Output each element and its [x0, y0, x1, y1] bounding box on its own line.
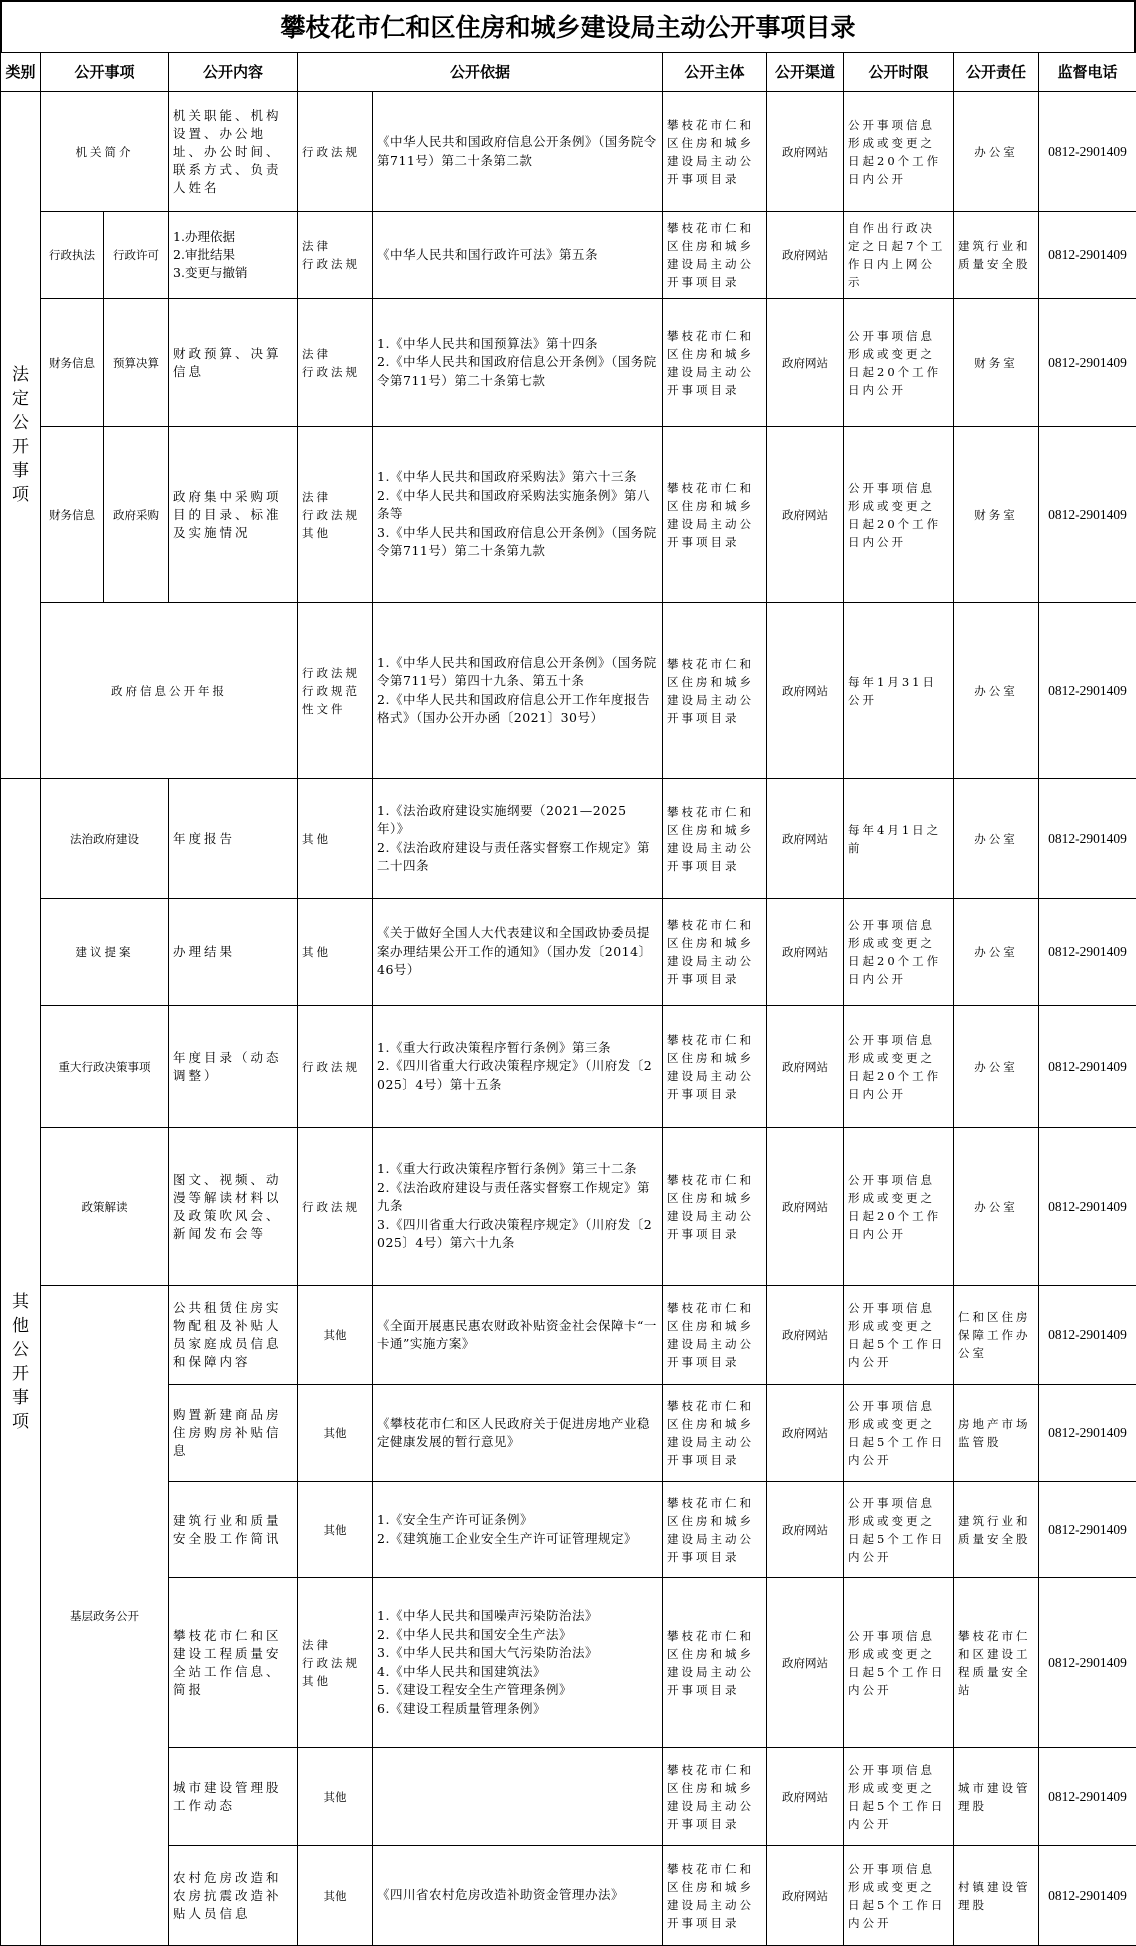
responsibility-cell: 财务室 — [954, 427, 1039, 603]
table-row — [1, 779, 1136, 899]
content-cell: 城市建设管理股工作动态 — [169, 1748, 298, 1846]
channel-cell: 政府网站 — [767, 1846, 844, 1946]
table-row — [1, 1286, 1136, 1385]
table-row — [1, 92, 1136, 212]
basis-cell: 1.《中华人民共和国预算法》第十四条 2.《中华人民共和国政府信息公开条例》（国务院令第711号）第二十条第七款 — [373, 299, 663, 427]
deadline-cell: 公开事项信息形成或变更之日起5个工作日内公开 — [844, 1385, 954, 1482]
responsibility-cell: 办公室 — [954, 1128, 1039, 1286]
basis-cell: 《中华人民共和国行政许可法》第五条 — [373, 212, 663, 299]
table-row — [1, 427, 1136, 603]
content-cell: 农村危房改造和农房抗震改造补贴人员信息 — [169, 1846, 298, 1946]
item-cell-b: 行政许可 — [104, 212, 169, 299]
basis-type-cell: 其他 — [298, 1385, 373, 1482]
page-title: 攀枝花市仁和区住房和城乡建设局主动公开事项目录 — [0, 0, 1136, 52]
item-cell: 建议提案 — [41, 899, 169, 1006]
deadline-cell: 自作出行政决定之日起7个工作日内上网公示 — [844, 212, 954, 299]
phone-cell: 0812-2901409 — [1039, 899, 1136, 1006]
basis-cell: 《四川省农村危房改造补助资金管理办法》 — [373, 1846, 663, 1946]
subject-cell: 攀枝花市仁和区住房和城乡建设局主动公开事项目录 — [663, 92, 767, 212]
phone-cell: 0812-2901409 — [1039, 1128, 1136, 1286]
basis-type-cell: 其他 — [298, 779, 373, 899]
header-basis: 公开依据 — [298, 53, 663, 92]
subject-cell: 攀枝花市仁和区住房和城乡建设局主动公开事项目录 — [663, 1846, 767, 1946]
subject-cell: 攀枝花市仁和区住房和城乡建设局主动公开事项目录 — [663, 212, 767, 299]
responsibility-cell: 办公室 — [954, 92, 1039, 212]
category-statutory-label: 法 定 公 开 事 项 — [5, 363, 36, 507]
category-other — [1, 779, 41, 1946]
basis-cell: 1.《安全生产许可证条例》 2.《建筑施工企业安全生产许可证管理规定》 — [373, 1482, 663, 1578]
responsibility-cell: 房地产市场监管股 — [954, 1385, 1039, 1482]
header-phone: 监督电话 — [1039, 53, 1136, 92]
content-cell: 1.办理依据 2.审批结果 3.变更与撤销 — [169, 212, 298, 299]
deadline-cell: 公开事项信息形成或变更之日起5个工作日内公开 — [844, 1748, 954, 1846]
content-cell: 建筑行业和质量安全股工作简讯 — [169, 1482, 298, 1578]
content-cell: 图文、视频、动漫等解读材料以及政策吹风会、新闻发布会等 — [169, 1128, 298, 1286]
table-row — [1, 1128, 1136, 1286]
subject-cell: 攀枝花市仁和区住房和城乡建设局主动公开事项目录 — [663, 779, 767, 899]
deadline-cell: 公开事项信息形成或变更之日起20个工作日内公开 — [844, 1128, 954, 1286]
responsibility-cell: 办公室 — [954, 1006, 1039, 1128]
table-row — [1, 1578, 1136, 1748]
header-subject: 公开主体 — [663, 53, 767, 92]
deadline-cell: 每年4月1日之前 — [844, 779, 954, 899]
channel-cell: 政府网站 — [767, 212, 844, 299]
content-cell: 年度目录（动态调整） — [169, 1006, 298, 1128]
phone-cell: 0812-2901409 — [1039, 427, 1136, 603]
channel-cell: 政府网站 — [767, 899, 844, 1006]
deadline-cell: 每年1月31日公开 — [844, 603, 954, 779]
header-responsibility: 公开责任 — [954, 53, 1039, 92]
channel-cell: 政府网站 — [767, 1385, 844, 1482]
deadline-cell: 公开事项信息形成或变更之日起20个工作日内公开 — [844, 92, 954, 212]
channel-cell: 政府网站 — [767, 1578, 844, 1748]
header-item: 公开事项 — [41, 53, 169, 92]
responsibility-cell: 攀枝花市仁和区建设工程质量安全站 — [954, 1578, 1039, 1748]
basis-type-cell: 其他 — [298, 1846, 373, 1946]
table-row — [1, 212, 1136, 299]
responsibility-cell: 村镇建设管理股 — [954, 1846, 1039, 1946]
channel-cell: 政府网站 — [767, 1482, 844, 1578]
responsibility-cell: 办公室 — [954, 603, 1039, 779]
basis-cell — [373, 1748, 663, 1846]
table-row — [1, 1748, 1136, 1846]
deadline-cell: 公开事项信息形成或变更之日起5个工作日内公开 — [844, 1846, 954, 1946]
table-row — [1, 1846, 1136, 1946]
channel-cell: 政府网站 — [767, 603, 844, 779]
phone-cell: 0812-2901409 — [1039, 1385, 1136, 1482]
phone-cell: 0812-2901409 — [1039, 212, 1136, 299]
header-channel: 公开渠道 — [767, 53, 844, 92]
channel-cell: 政府网站 — [767, 299, 844, 427]
responsibility-cell: 城市建设管理股 — [954, 1748, 1039, 1846]
basis-type-cell: 其他 — [298, 899, 373, 1006]
phone-cell: 0812-2901409 — [1039, 1006, 1136, 1128]
subject-cell: 攀枝花市仁和区住房和城乡建设局主动公开事项目录 — [663, 1385, 767, 1482]
content-cell: 办理结果 — [169, 899, 298, 1006]
phone-cell: 0812-2901409 — [1039, 1482, 1136, 1578]
basis-type-cell: 法律 行政法规 其他 — [298, 1578, 373, 1748]
basis-type-cell: 法律 行政法规 其他 — [298, 427, 373, 603]
subject-cell: 攀枝花市仁和区住房和城乡建设局主动公开事项目录 — [663, 1748, 767, 1846]
category-other-label: 其 他 公 开 事 项 — [5, 1290, 36, 1434]
subject-cell: 攀枝花市仁和区住房和城乡建设局主动公开事项目录 — [663, 427, 767, 603]
channel-cell: 政府网站 — [767, 779, 844, 899]
phone-cell: 0812-2901409 — [1039, 1846, 1136, 1946]
table-row — [1, 899, 1136, 1006]
basis-cell: 《全面开展惠民惠农财政补贴资金社会保障卡“一卡通”实施方案》 — [373, 1286, 663, 1385]
basis-type-cell: 行政法规 — [298, 1006, 373, 1128]
responsibility-cell: 办公室 — [954, 779, 1039, 899]
deadline-cell: 公开事项信息形成或变更之日起5个工作日内公开 — [844, 1482, 954, 1578]
basis-cell: 1.《中华人民共和国政府采购法》第六十三条 2.《中华人民共和国政府采购法实施条例》第八条等 3.《中华人民共和国政府信息公开条例》（国务院令第711号）第二十条第九款 — [373, 427, 663, 603]
channel-cell: 政府网站 — [767, 1286, 844, 1385]
item-cell-b: 预算决算 — [104, 299, 169, 427]
content-cell: 公共租赁住房实物配租及补贴人员家庭成员信息和保障内容 — [169, 1286, 298, 1385]
channel-cell: 政府网站 — [767, 1128, 844, 1286]
responsibility-cell: 建筑行业和质量安全股 — [954, 1482, 1039, 1578]
table-row — [1, 299, 1136, 427]
channel-cell: 政府网站 — [767, 1006, 844, 1128]
table-row — [1, 1006, 1136, 1128]
header-content: 公开内容 — [169, 53, 298, 92]
deadline-cell: 公开事项信息形成或变更之日起20个工作日内公开 — [844, 427, 954, 603]
table-row — [1, 1385, 1136, 1482]
phone-cell: 0812-2901409 — [1039, 1578, 1136, 1748]
item-cell-a: 财务信息 — [41, 427, 104, 603]
basis-cell: 《关于做好全国人大代表建议和全国政协委员提案办理结果公开工作的通知》（国办发〔2014〕46号） — [373, 899, 663, 1006]
channel-cell: 政府网站 — [767, 92, 844, 212]
channel-cell: 政府网站 — [767, 427, 844, 603]
basis-cell: 1.《法治政府建设实施纲要（2021—2025年）》 2.《法治政府建设与责任落实督察工作规定》第二十四条 — [373, 779, 663, 899]
content-cell: 购置新建商品房住房购房补贴信息 — [169, 1385, 298, 1482]
responsibility-cell: 仁和区住房保障工作办公室 — [954, 1286, 1039, 1385]
phone-cell: 0812-2901409 — [1039, 779, 1136, 899]
basis-cell: 1.《中华人民共和国噪声污染防治法》 2.《中华人民共和国安全生产法》 3.《中华人民共和国大气污染防治法》 4.《中华人民共和国建筑法》 5.《建设工程安全生产管理条例》 6.《建设工程质量管理条例》 — [373, 1578, 663, 1748]
basis-type-cell: 其他 — [298, 1286, 373, 1385]
subject-cell: 攀枝花市仁和区住房和城乡建设局主动公开事项目录 — [663, 1286, 767, 1385]
basis-type-cell: 行政法规 — [298, 92, 373, 212]
disclosure-table — [0, 52, 1136, 1946]
basis-cell: 《中华人民共和国政府信息公开条例》（国务院令第711号）第二十条第二款 — [373, 92, 663, 212]
phone-cell: 0812-2901409 — [1039, 1286, 1136, 1385]
deadline-cell: 公开事项信息形成或变更之日起5个工作日内公开 — [844, 1578, 954, 1748]
category-statutory — [1, 92, 41, 779]
subject-cell: 攀枝花市仁和区住房和城乡建设局主动公开事项目录 — [663, 1128, 767, 1286]
header-category: 类别 — [1, 53, 41, 92]
table-row — [1, 1482, 1136, 1578]
basis-cell: 1.《中华人民共和国政府信息公开条例》（国务院令第711号）第四十九条、第五十条 2.《中华人民共和国政府信息公开工作年度报告格式》（国办公开办函〔2021〕30号） — [373, 603, 663, 779]
deadline-cell: 公开事项信息形成或变更之日起20个工作日内公开 — [844, 299, 954, 427]
basis-type-cell: 法律 行政法规 — [298, 299, 373, 427]
phone-cell: 0812-2901409 — [1039, 1748, 1136, 1846]
item-cell-a: 财务信息 — [41, 299, 104, 427]
responsibility-cell: 办公室 — [954, 899, 1039, 1006]
phone-cell: 0812-2901409 — [1039, 92, 1136, 212]
item-cell: 法治政府建设 — [41, 779, 169, 899]
content-cell: 年度报告 — [169, 779, 298, 899]
table-header-row — [1, 53, 1136, 92]
phone-cell: 0812-2901409 — [1039, 299, 1136, 427]
basis-cell: 《攀枝花市仁和区人民政府关于促进房地产业稳定健康发展的暂行意见》 — [373, 1385, 663, 1482]
item-cell-b: 政府采购 — [104, 427, 169, 603]
basis-type-cell: 行政法规 — [298, 1128, 373, 1286]
table-row — [1, 603, 1136, 779]
deadline-cell: 公开事项信息形成或变更之日起20个工作日内公开 — [844, 1006, 954, 1128]
basis-cell: 1.《重大行政决策程序暂行条例》第三十二条 2.《法治政府建设与责任落实督察工作规定》第九条 3.《四川省重大行政决策程序规定》（川府发〔2025〕4号）第六十九条 — [373, 1128, 663, 1286]
responsibility-cell: 财务室 — [954, 299, 1039, 427]
deadline-cell: 公开事项信息形成或变更之日起20个工作日内公开 — [844, 899, 954, 1006]
basis-type-cell: 其他 — [298, 1748, 373, 1846]
channel-cell: 政府网站 — [767, 1748, 844, 1846]
subject-cell: 攀枝花市仁和区住房和城乡建设局主动公开事项目录 — [663, 1006, 767, 1128]
item-cell: 政策解读 — [41, 1128, 169, 1286]
item-cell-a: 行政执法 — [41, 212, 104, 299]
subject-cell: 攀枝花市仁和区住房和城乡建设局主动公开事项目录 — [663, 899, 767, 1006]
basis-type-cell: 法律 行政法规 — [298, 212, 373, 299]
basis-type-cell: 行政法规 行政规范性文件 — [298, 603, 373, 779]
content-cell: 机关职能、机构设置、办公地址、办公时间、联系方式、负责人姓名 — [169, 92, 298, 212]
item-cell: 机关简介 — [41, 92, 169, 212]
item-cell: 基层政务公开 — [41, 1286, 169, 1946]
subject-cell: 攀枝花市仁和区住房和城乡建设局主动公开事项目录 — [663, 299, 767, 427]
content-cell: 财政预算、决算信息 — [169, 299, 298, 427]
item-cell: 政府信息公开年报 — [41, 603, 298, 779]
subject-cell: 攀枝花市仁和区住房和城乡建设局主动公开事项目录 — [663, 1482, 767, 1578]
item-cell: 重大行政决策事项 — [41, 1006, 169, 1128]
content-cell: 政府集中采购项目的目录、标准及实施情况 — [169, 427, 298, 603]
subject-cell: 攀枝花市仁和区住房和城乡建设局主动公开事项目录 — [663, 1578, 767, 1748]
responsibility-cell: 建筑行业和质量安全股 — [954, 212, 1039, 299]
header-deadline: 公开时限 — [844, 53, 954, 92]
basis-type-cell: 其他 — [298, 1482, 373, 1578]
deadline-cell: 公开事项信息形成或变更之日起5个工作日内公开 — [844, 1286, 954, 1385]
subject-cell: 攀枝花市仁和区住房和城乡建设局主动公开事项目录 — [663, 603, 767, 779]
content-cell: 攀枝花市仁和区建设工程质量安全站工作信息、简报 — [169, 1578, 298, 1748]
basis-cell: 1.《重大行政决策程序暂行条例》第三条 2.《四川省重大行政决策程序规定》（川府发〔2025〕4号）第十五条 — [373, 1006, 663, 1128]
phone-cell: 0812-2901409 — [1039, 603, 1136, 779]
